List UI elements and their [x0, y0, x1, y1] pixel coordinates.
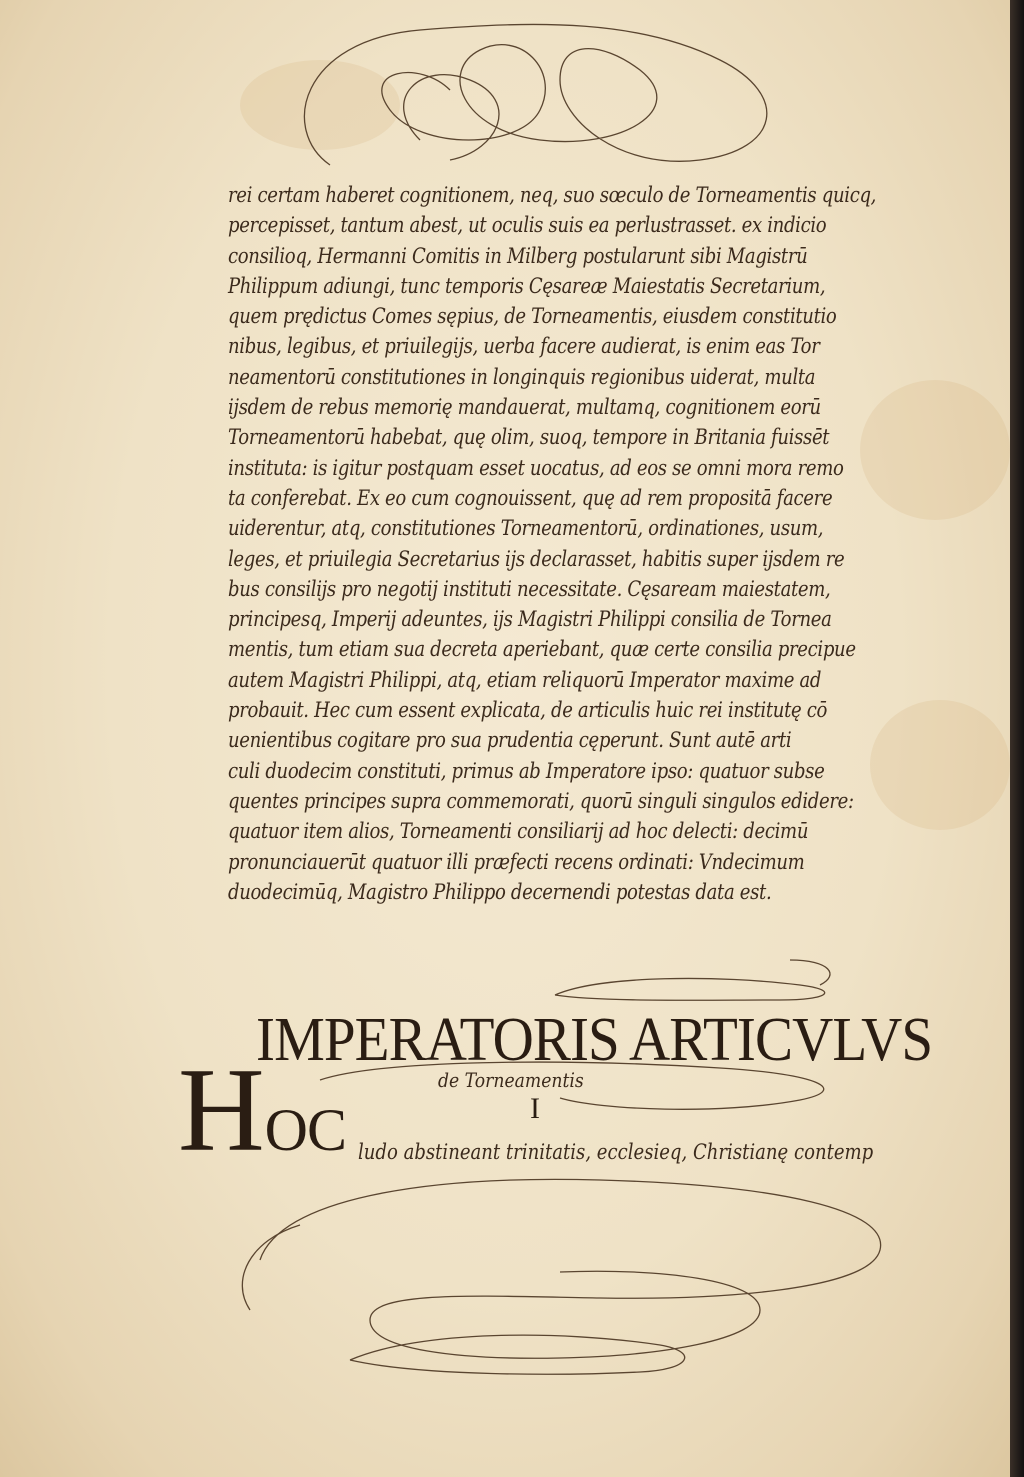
ink-stain — [870, 700, 1010, 830]
text-line: duodecimūq, Magistro Philippo decernendi potestas data est. — [228, 879, 772, 904]
text-line: bus consilijs pro negotij instituti necessitate. Cęsaream maiestatem, — [228, 576, 831, 601]
text-line: quatuor item alios, Torneamenti consiliarij ad hoc delecti: decimū — [228, 819, 809, 844]
decorated-initial-word — [178, 1043, 347, 1176]
bottom-flourish-loop — [350, 1335, 685, 1374]
text-line: quem prędictus Comes sępius, de Torneamentis, eiusdem constitutio — [228, 304, 837, 329]
text-line: ta conferebat. Ex eo cum cognouissent, quę ad rem propositā facere — [228, 485, 833, 510]
article-text: ludo abstineant trinitatis, ecclesieq, Christianę contemp — [358, 1140, 874, 1164]
text-line: Torneamentorū habebat, quę olim, suoq, tempore in Britania fuissēt — [228, 425, 830, 450]
article-number: I — [530, 1092, 540, 1125]
text-line: ijsdem de rebus memorię mandauerat, multamq, cognitionem eorū — [228, 395, 821, 420]
text-line: Philippum adiungi, tunc temporis Cęsareæ Maiestatis Secretarium, — [228, 273, 826, 298]
text-line: leges, et priuilegia Secretarius ijs declarasset, habitis super ijsdem re — [228, 546, 845, 571]
page-edge-shadow — [1010, 0, 1024, 1477]
text-line: principesq, Imperij adeuntes, ijs Magistri Philippi consilia de Tornea — [228, 607, 832, 632]
text-line: autem Magistri Philippi, atq, etiam reliquorū Imperator maxime ad — [228, 667, 822, 692]
initial-rest: OC — [264, 1097, 347, 1163]
text-line: pronunciauerūt quatuor illi præfecti recens ordinati: Vndecimum — [228, 849, 805, 874]
section-heading: IMPERATORIS ARTICVLVS — [256, 1006, 933, 1074]
text-line: quentes principes supra commemorati, quorū singuli singulos edidere: — [228, 788, 854, 813]
ink-stain — [240, 60, 400, 150]
text-line: instituta: is igitur postquam esset uocatus, ad eos se omni mora remo — [228, 455, 844, 480]
section-subheading: de Torneamentis — [438, 1068, 584, 1092]
ink-stain — [860, 380, 1010, 520]
text-line: percepisset, tantum abest, ut oculis suis ea perlustrasset. ex indicio — [228, 213, 827, 238]
text-line: culi duodecim constituti, primus ab Imperatore ipso: quatuor subse — [228, 758, 825, 783]
text-line: nibus, legibus, et priuilegijs, uerba facere audierat, is enim eas Tor — [228, 334, 820, 359]
text-line: uenientibus cogitare pro sua prudentia cęperunt. Sunt autē arti — [228, 728, 792, 753]
text-line: uiderentur, atq, constitutiones Torneamentorū, ordinationes, usum, — [228, 516, 824, 541]
text-line: probauit. Hec cum essent explicata, de articulis huic rei institutę cō — [228, 698, 828, 723]
initial-letter: H — [178, 1043, 265, 1176]
bottom-flourish-tail — [242, 1225, 300, 1310]
manuscript-text — [228, 180, 878, 907]
top-flourish-loop — [404, 75, 499, 160]
heading-flourish — [555, 978, 825, 1000]
text-line: rei certam haberet cognitionem, neq, suo sœculo de Torneamentis quicq, — [228, 183, 877, 207]
heading-flourish-tail — [790, 960, 830, 985]
text-line: mentis, tum etiam sua decreta aperiebant, quæ certe consilia precipue — [228, 637, 856, 662]
text-line: consilioq, Hermanni Comitis in Milberg postularunt sibi Magistrū — [228, 243, 808, 268]
text-line: neamentorū constitutiones in longinquis regionibus uiderat, multa — [228, 364, 816, 389]
bottom-flourish — [260, 1179, 881, 1358]
